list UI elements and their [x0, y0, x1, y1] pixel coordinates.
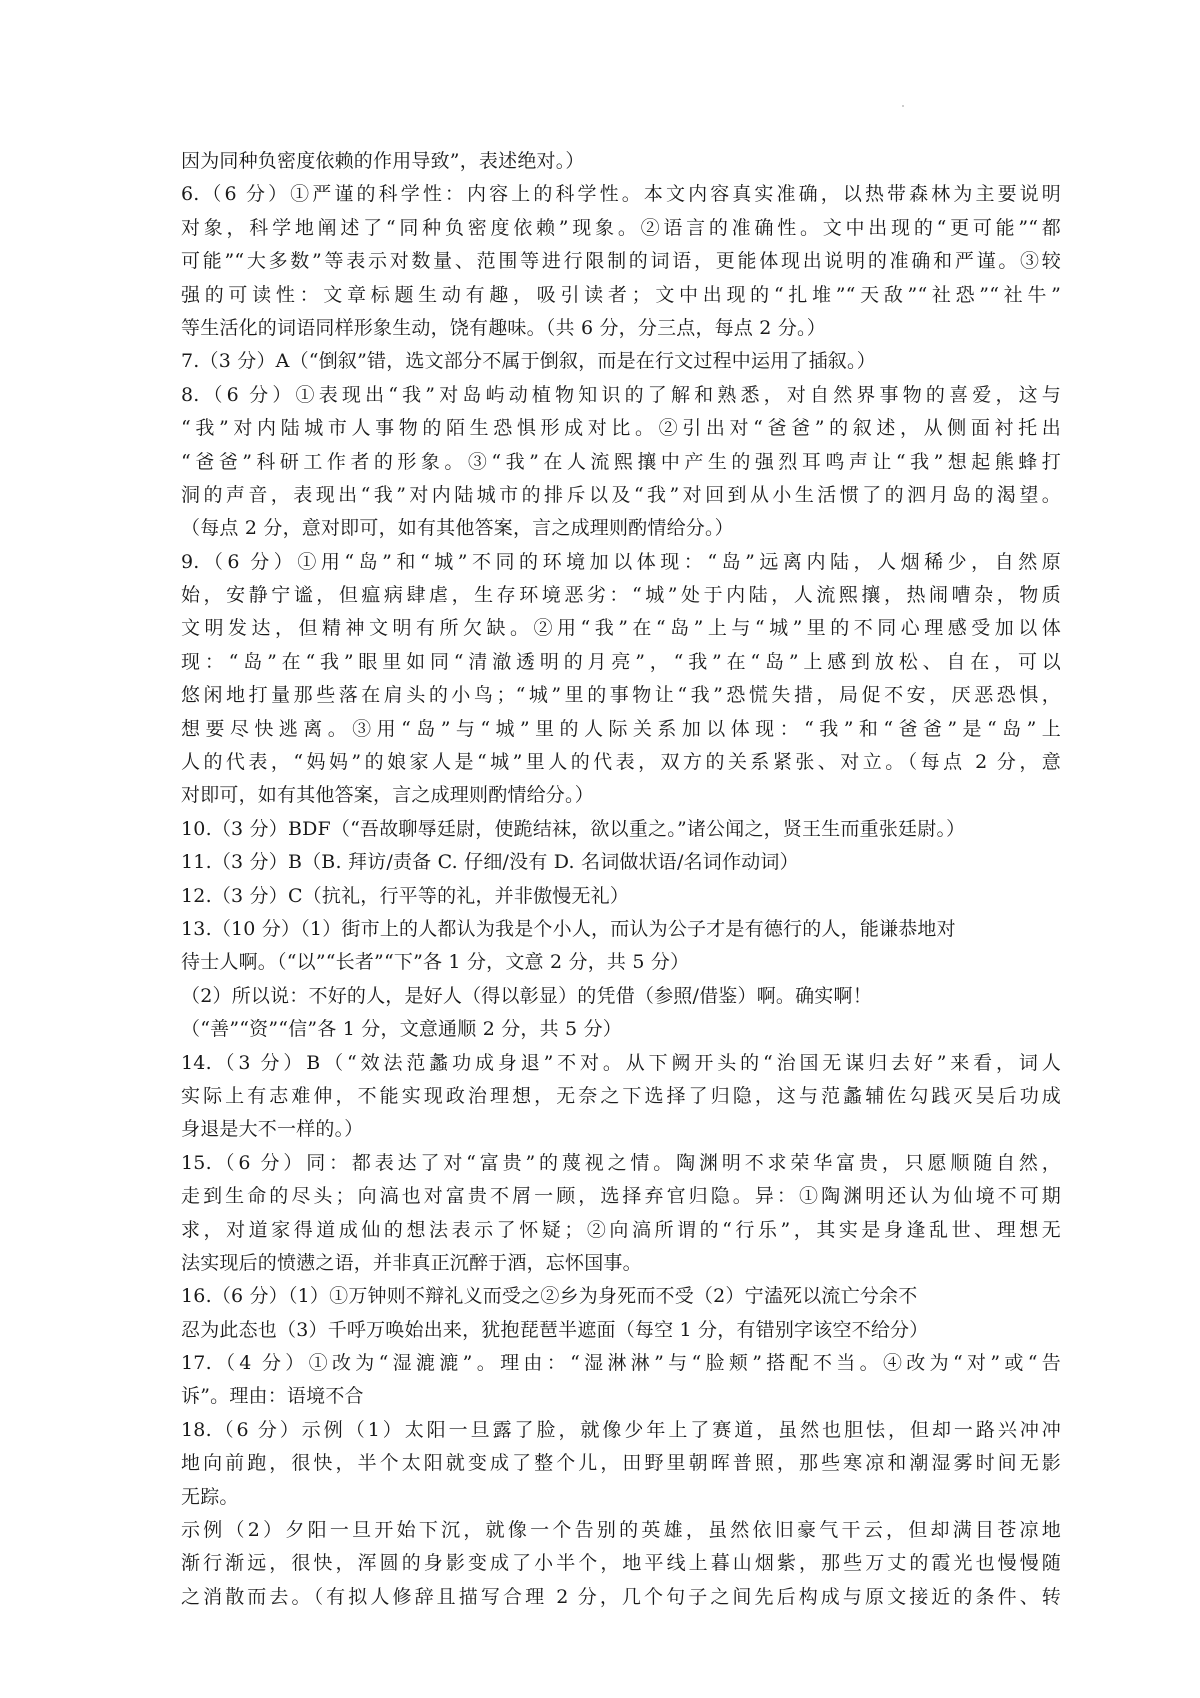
text-line: 对即可，如有其他答案，言之成理则酌情给分。） [181, 784, 594, 807]
text-line: 诉”。理由：语境不合 [181, 1385, 364, 1408]
text-line: 地向前跑，很快，半个太阳就变成了整个儿，田野里朝晖普照，那些寒凉和潮湿雾时间无影 [181, 1452, 1061, 1475]
text-line: 身退是大不一样的。） [181, 1118, 364, 1141]
text-line: 6.（6 分）①严谨的科学性：内容上的科学性。本文内容真实准确，以热带森林为主要说明 [181, 183, 1061, 206]
text-line: 因为同种负密度依赖的作用导致”，表述绝对。） [181, 150, 585, 172]
answer-key-text [181, 145, 1061, 1614]
text-line: 等生活化的词语同样形象生动，饶有趣味。（共 6 分，分三点，每点 2 分。） [181, 316, 826, 339]
text-line: （2）所以说：不好的人，是好人（得以彰显）的凭借（参照/借鉴）啊。确实啊！ [181, 984, 872, 1007]
text-line: 现：“岛”在“我”眼里如同“清澈透明的月亮”，“我”在“岛”上感到放松、自在，可以 [181, 650, 1061, 673]
text-line: 想要尽快逃离。③用“岛”与“城”里的人际关系加以体现：“我”和“爸爸”是“岛”上 [181, 717, 1061, 740]
text-line: 对象，科学地阐述了“同种负密度依赖”现象。②语言的准确性。文中出现的“更可能”“都 [181, 216, 1061, 239]
text-line: “爸爸”科研工作者的形象。③“我”在人流熙攘中产生的强烈耳鸣声让“我”想起熊蜂打 [181, 450, 1061, 473]
text-line: 7.（3 分）A（“倒叙”错，选文部分不属于倒叙，而是在行文过程中运用了插叙。） [181, 350, 876, 373]
text-line: 始，安静宁谧，但瘟病肆虐，生存环境恶劣：“城”处于内陆，人流熙攘，热闹嘈杂，物质 [181, 584, 1061, 607]
text-line: 可能”“大多数”等表示对数量、范围等进行限制的词语，更能体现出说明的准确和严谨。③较 [181, 250, 1061, 273]
text-line: 求，对道家得道成仙的想法表示了怀疑；②向滈所谓的“行乐”，其实是身逢乱世、理想无 [181, 1218, 1061, 1241]
text-line: 17.（4 分）①改为“湿漉漉”。理由：“湿淋淋”与“脸颊”搭配不当。④改为“对”或“告 [181, 1352, 1061, 1375]
text-line: 文明发达，但精神文明有所欠缺。②用“我”在“岛”上与“城”里的不同心理感受加以体 [181, 617, 1061, 640]
text-line: 忍为此态也（3）千呼万唤始出来，犹抱琵琶半遮面（每空 1 分，有错别字该空不给分） [181, 1318, 929, 1341]
text-line: 待士人啊。（“以”“长者”“下”各 1 分，文意 2 分，共 5 分） [181, 951, 690, 974]
text-line: 实际上有志难伸，不能实现政治理想，无奈之下选择了归隐，这与范蠡辅佐勾践灭吴后功成 [181, 1084, 1061, 1107]
text-line: 示例（2）夕阳一旦开始下沉，就像一个告别的英雄，虽然依旧豪气干云，但却满目苍凉地 [181, 1519, 1061, 1542]
text-line: 14.（3 分）B（“效法范蠡功成身退”不对。从下阙开头的“治国无谋归去好”来看，词人 [181, 1051, 1061, 1074]
text-line: 无踪。 [181, 1485, 239, 1508]
text-line: 8.（6 分）①表现出“我”对岛屿动植物知识的了解和熟悉，对自然界事物的喜爱，这与 [181, 383, 1061, 406]
text-line: 法实现后的愤懑之语，并非真正沉醉于酒，忘怀国事。 [181, 1251, 642, 1274]
scan-speck [902, 105, 904, 107]
text-line: “我”对内陆城市人事物的陌生恐惧形成对比。②引出对“爸爸”的叙述，从侧面衬托出 [181, 417, 1061, 440]
text-line: （“善”“资”“信”各 1 分，文意通顺 2 分，共 5 分） [181, 1018, 622, 1041]
text-line: 悠闲地打量那些落在肩头的小鸟；“城”里的事物让“我”恐慌失措，局促不安，厌恶恐惧， [181, 684, 1061, 707]
text-line: 渐行渐远，很快，浑圆的身影变成了小半个，地平线上暮山烟紫，那些万丈的霞光也慢慢随 [181, 1552, 1061, 1575]
text-line: 18.（6 分）示例（1）太阳一旦露了脸，就像少年上了赛道，虽然也胆怯，但却一路兴冲冲 [181, 1418, 1061, 1441]
text-line: 强的可读性：文章标题生动有趣，吸引读者；文中出现的“扎堆”“天敌”“社恐”“社牛” [181, 283, 1061, 306]
text-line: （每点 2 分，意对即可，如有其他答案，言之成理则酌情给分。） [181, 517, 734, 540]
text-line: 13.（10 分）（1）街市上的人都认为我是个小人，而认为公子才是有德行的人，能谦恭地对 [181, 917, 956, 940]
text-line: 走到生命的尽头；向滈也对富贵不屑一顾，选择弃官归隐。异：①陶渊明还认为仙境不可期 [181, 1185, 1061, 1208]
text-line: 9.（6 分）①用“岛”和“城”不同的环境加以体现：“岛”远离内陆，人烟稀少，自然原 [181, 550, 1061, 573]
text-line: 12.（3 分）C（抗礼，行平等的礼，并非傲慢无礼） [181, 884, 630, 907]
text-line: 之消散而去。（有拟人修辞且描写合理 2 分，几个句子之间先后构成与原文接近的条件、转 [181, 1585, 1061, 1608]
text-line: 洞的声音，表现出“我”对内陆城市的排斥以及“我”对回到从小生活惯了的泗月岛的渴望。 [181, 483, 1061, 506]
text-line: 16.（6 分）（1）①万钟则不辩礼义而受之②乡为身死而不受（2）宁溘死以流亡兮余不 [181, 1285, 918, 1308]
text-line: 人的代表，“妈妈”的娘家人是“城”里人的代表，双方的关系紧张、对立。（每点 2 分，意 [181, 751, 1061, 774]
text-line: 11.（3 分）B（B. 拜访/责备 C. 仔细/没有 D. 名词做状语/名词作动词） [181, 851, 799, 874]
text-line: 15.（6 分）同：都表达了对“富贵”的蔑视之情。陶渊明不求荣华富贵，只愿顺随自然， [181, 1151, 1061, 1174]
text-line: 10.（3 分）BDF（“吾故聊辱廷尉，使跪结袜，欲以重之。”诸公闻之，贤王生而重张廷尉。） [181, 817, 966, 840]
